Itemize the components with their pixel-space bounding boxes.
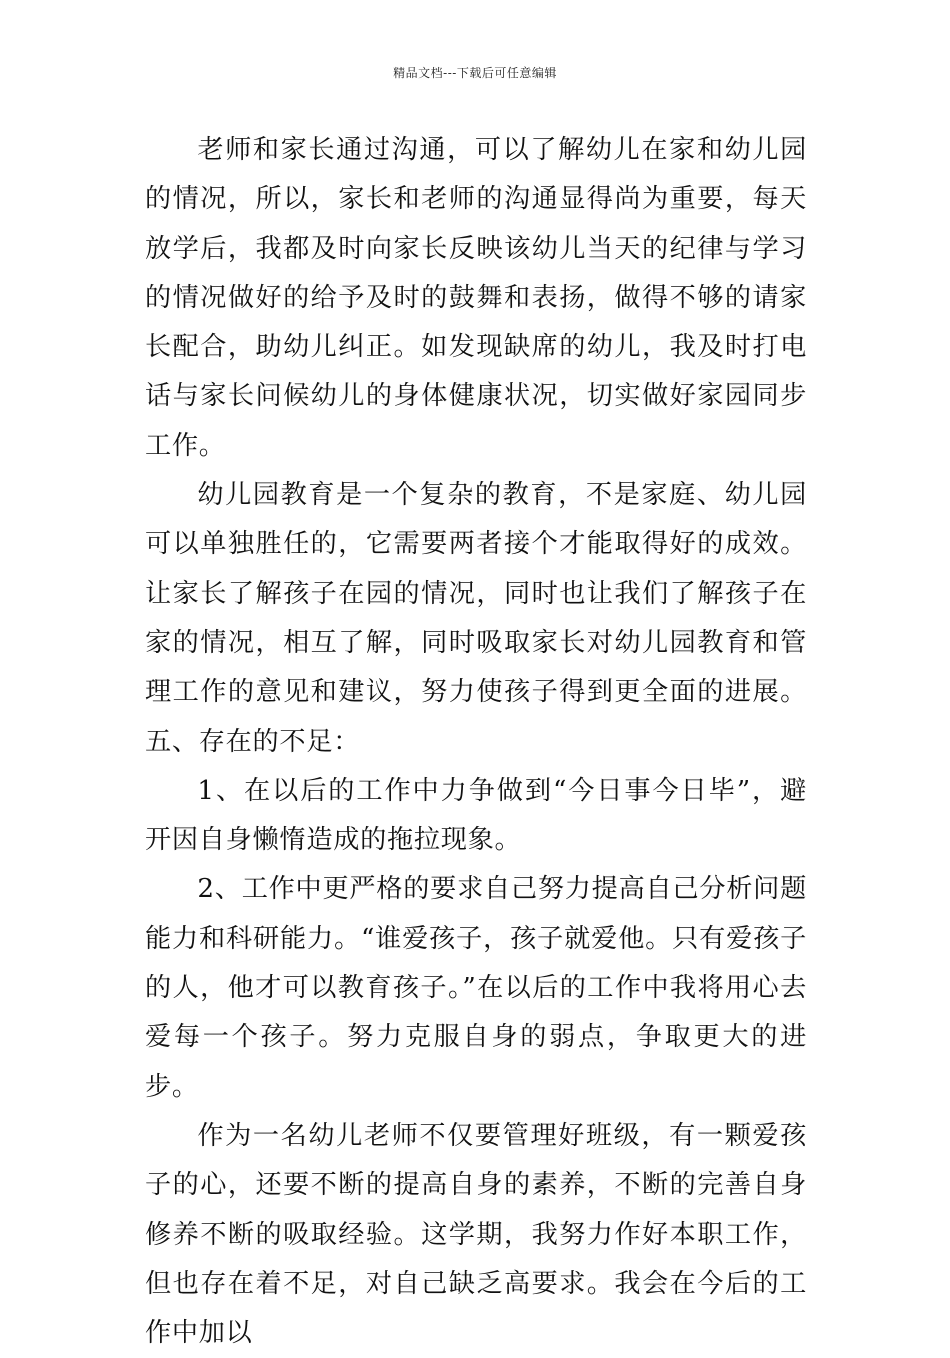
paragraph-shortcoming-2: 2、工作中更严格的要求自己努力提高自己分析问题能力和科研能力。“谁爱孩子，孩子就爱他。只有爱孩子的人，他才可以教育孩子。”在以后的工作中我将用心去爱每一个孩子。努力克服自身的弱点，争取更大的进步。 — [145, 874, 807, 1102]
paragraph-conclusion: 作为一名幼儿老师不仅要管理好班级，有一颗爱孩子的心，还要不断的提高自身的素养，不断的完善自身修养不断的吸取经验。这学期，我努力作好本职工作，但也存在着不足，对自己缺乏高要求。我会在今后的工作中加以 — [145, 1120, 807, 1349]
document-body — [145, 126, 807, 1358]
page-header: 精品文档---下载后可任意编辑 — [393, 66, 557, 80]
paragraph-shortcoming-1: 1、在以后的工作中力争做到“今日事今日毕”，避开因自身懒惰造成的拖拉现象。 — [145, 775, 807, 856]
paragraph-home-school-communication: 老师和家长通过沟通，可以了解幼儿在家和幼儿园的情况，所以，家长和老师的沟通显得尚为重要，每天放学后，我都及时向家长反映该幼儿当天的纪律与学习的情况做好的给予及时的鼓舞和表扬，做得不够的请家长配合，助幼儿纠正。如发现缺席的幼儿，我及时打电话与家长问候幼儿的身体健康状况，切实做好家园同步工作。 — [145, 135, 807, 461]
paragraph-kindergarten-education: 幼儿园教育是一个复杂的教育，不是家庭、幼儿园可以单独胜任的，它需要两者接个才能取得好的成效。让家长了解孩子在园的情况，同时也让我们了解孩子在家的情况，相互了解，同时吸取家长对幼儿园教育和管理工作的意见和建议，努力使孩子得到更全面的进展。 五、存在的不足： — [145, 480, 807, 757]
